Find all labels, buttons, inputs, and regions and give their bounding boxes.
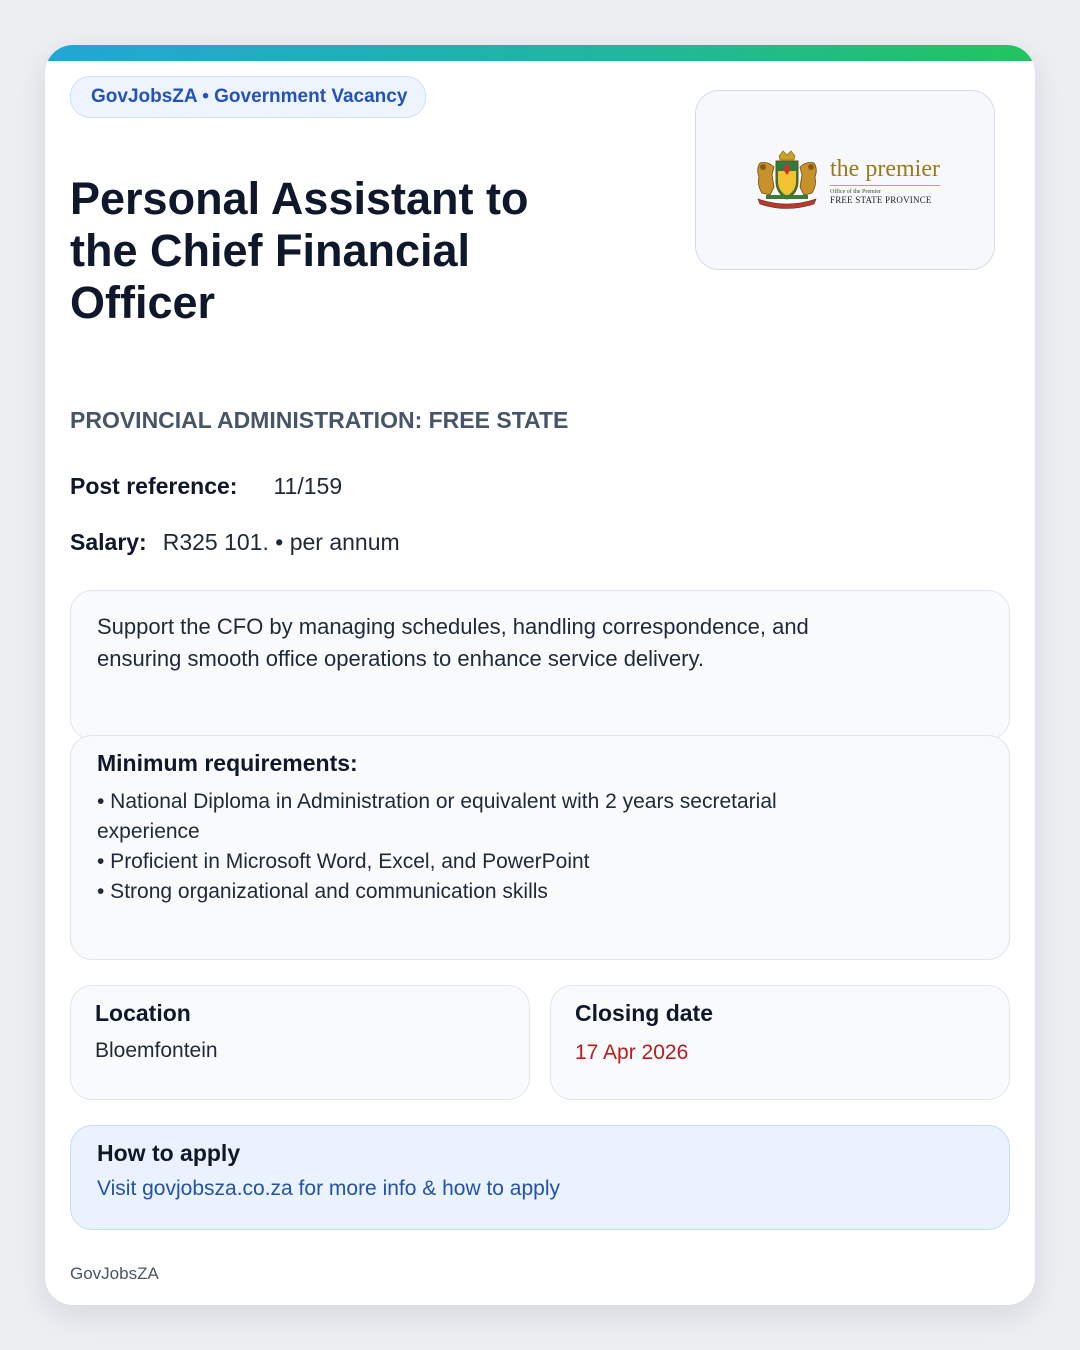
closing-date-label: Closing date: [575, 1000, 714, 1026]
requirements-heading: Minimum requirements:: [97, 750, 358, 776]
footer-brand: GovJobsZA: [70, 1264, 159, 1283]
apply-link[interactable]: Visit govjobsza.co.za for more info & how to apply: [97, 1177, 561, 1200]
requirement-item: • Proficient in Microsoft Word, Excel, and PowerPoint: [97, 850, 590, 873]
coat-of-arms-icon: [750, 149, 824, 211]
job-summary-panel: [70, 590, 1010, 740]
vacancy-card: [45, 45, 1035, 1305]
employer-logo: [695, 90, 995, 270]
post-reference-value: 11/159: [273, 473, 343, 499]
salary-row: [70, 529, 400, 556]
logo-subtitle: Office of the Premier: [830, 188, 882, 195]
requirement-item: • National Diploma in Administration or equivalent with 2 years secretarial experience: [97, 790, 777, 843]
accent-bar: [45, 45, 1035, 61]
salary-value: R325 101. • per annum: [162, 529, 400, 555]
closing-date-card: [550, 985, 1010, 1100]
closing-date-value: 17 Apr 2026: [575, 1041, 689, 1064]
location-card: [70, 985, 530, 1100]
requirements-panel: [70, 735, 1010, 960]
job-title: Personal Assistant to the Chief Financial Officer: [70, 173, 529, 328]
post-reference-label: Post reference:: [70, 473, 238, 499]
requirements-list: [97, 787, 857, 907]
logo-province: FREE STATE PROVINCE: [830, 194, 932, 205]
requirement-item: • Strong organizational and communication skills: [97, 880, 548, 903]
how-to-apply-panel: [70, 1125, 1010, 1230]
job-summary: Support the CFO by managing schedules, handling correspondence, and ensuring smooth office operations to enhance service delivery.: [97, 614, 809, 671]
salary-label: Salary:: [70, 529, 147, 555]
how-to-apply-heading: How to apply: [97, 1140, 241, 1166]
location-value: Bloemfontein: [95, 1039, 218, 1062]
source-badge: GovJobsZA • Government Vacancy: [70, 76, 426, 118]
logo-title: the premier: [830, 156, 940, 186]
post-reference-row: [70, 473, 342, 500]
location-label: Location: [95, 1000, 191, 1026]
department-name: PROVINCIAL ADMINISTRATION: FREE STATE: [70, 407, 569, 433]
